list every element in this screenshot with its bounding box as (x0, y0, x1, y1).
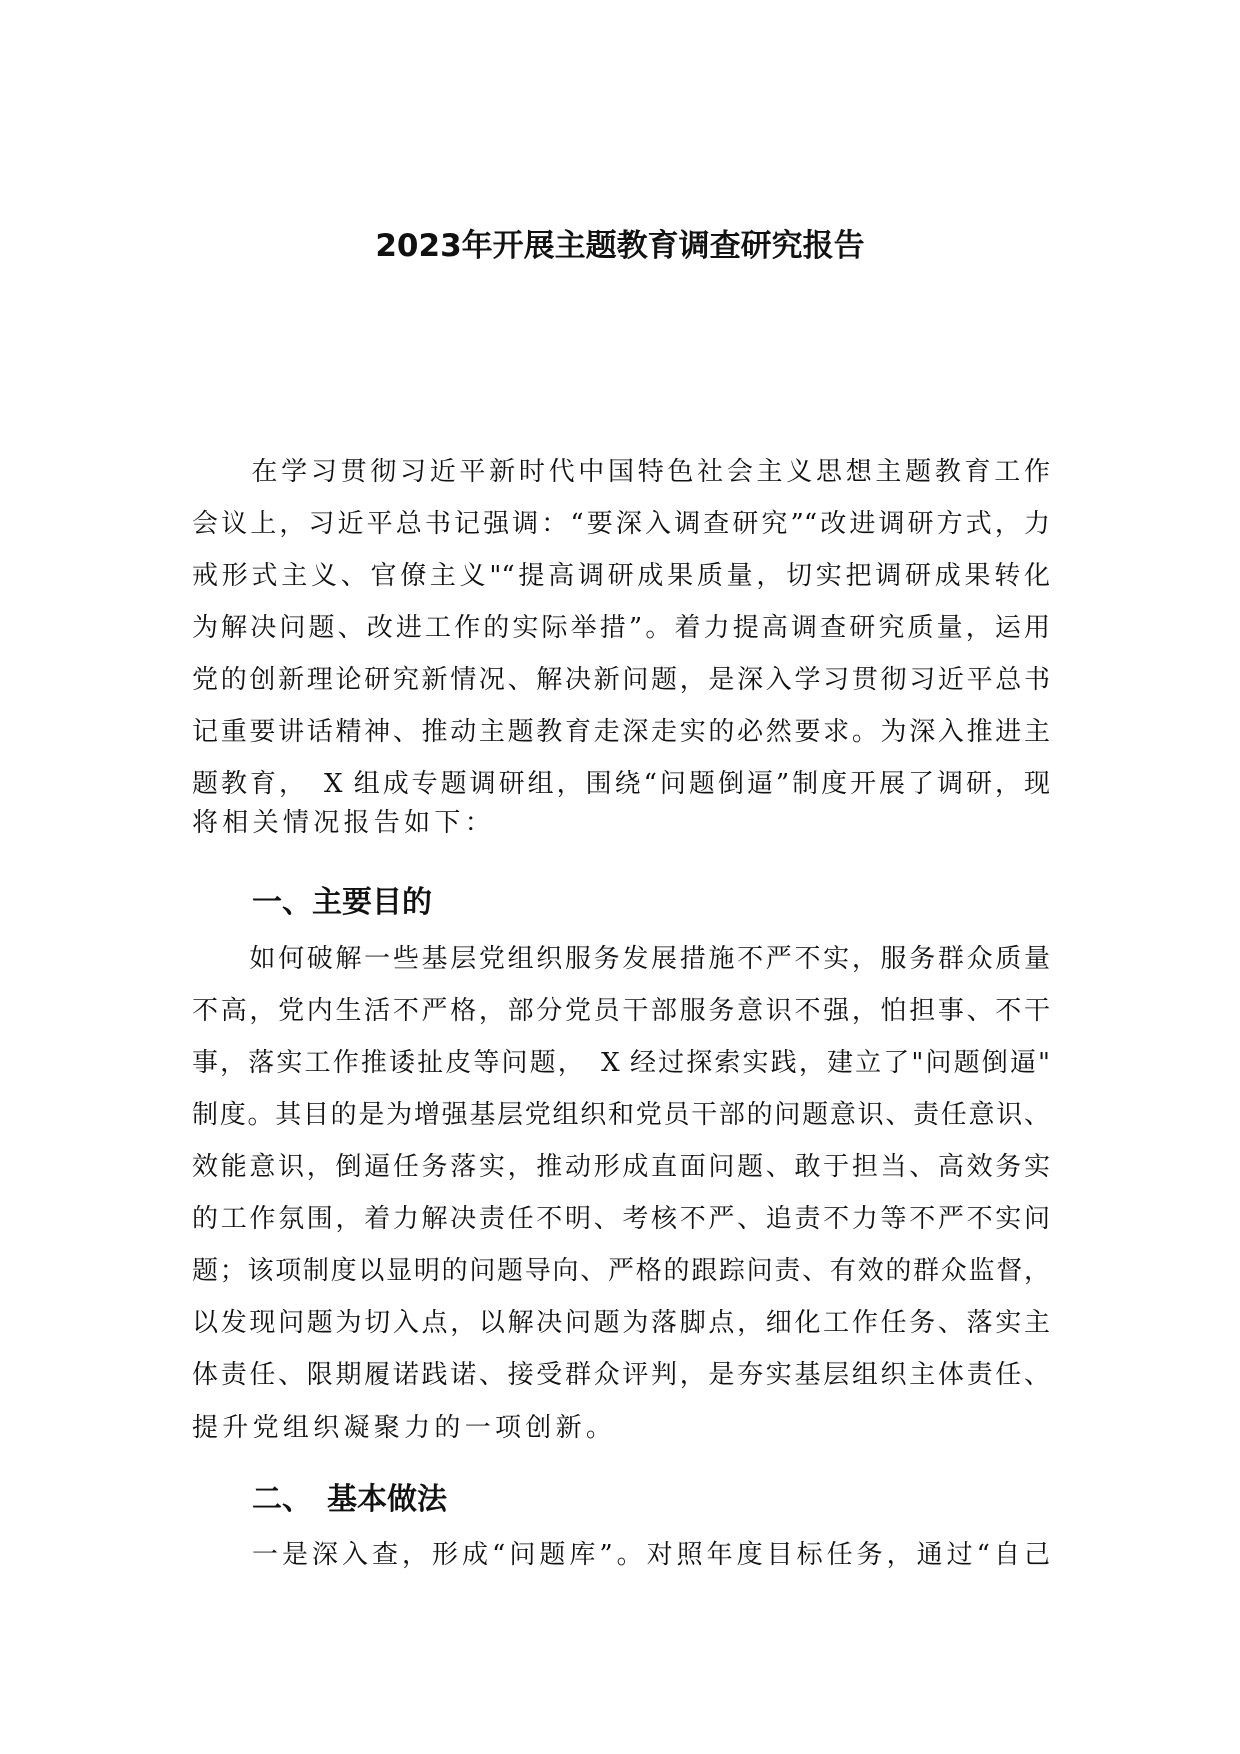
section1-last-line-block (192, 1402, 1050, 1454)
intro-last-line-block (192, 797, 1050, 849)
intro-line: 题教育， X 组成专题调研组，围绕“问题倒逼”制度开展了调研，现 (192, 769, 1050, 799)
section1-line: 效能意识，倒逼任务落实，推动形成直面问题、敢于担当、高效务实 (192, 1152, 1050, 1182)
intro-line: 会议上，习近平总书记强调：“要深入调查研究”“改进调研方式，力 (192, 509, 1050, 539)
section2-paragraph (192, 1529, 1050, 1581)
section2-line: 一是深入查，形成“问题库”。对照年度目标任务，通过“自己 (192, 1540, 1050, 1570)
intro-line: 戒形式主义、官僚主义"“提高调研成果质量，切实把调研成果转化 (192, 561, 1050, 591)
section1-line: 事，落实工作推诿扯皮等问题， X 经过探索实践，建立了"问题倒逼" (192, 1048, 1050, 1078)
section1-line: 以发现问题为切入点，以解决问题为落脚点，细化工作任务、落实主 (192, 1308, 1050, 1338)
intro-last-line: 将相关情况报告如下： (192, 808, 496, 838)
section1-line: 制度。其目的是为增强基层党组织和党员干部的问题意识、责任意识、 (192, 1100, 1050, 1130)
section1-line: 如何破解一些基层党组织服务发展措施不严不实，服务群众质量 (192, 944, 1050, 974)
intro-line: 记重要讲话精神、推动主题教育走深走实的必然要求。为深入推进主 (192, 717, 1050, 747)
section-heading-main-purpose: 一、主要目的 (252, 885, 432, 920)
section1-line: 不高，党内生活不严格，部分党员干部服务意识不强，怕担事、不干 (192, 996, 1050, 1026)
section1-paragraph (192, 933, 1050, 1401)
section1-line: 的工作氛围，着力解决责任不明、考核不严、追责不力等不严不实问 (192, 1204, 1050, 1234)
document-title: 2023年开展主题教育调查研究报告 (375, 228, 865, 264)
section-heading-basic-practices: 二、 基本做法 (252, 1482, 447, 1517)
intro-line: 党的创新理论研究新情况、解决新问题，是深入学习贯彻习近平总书 (192, 665, 1050, 695)
intro-line: 在学习贯彻习近平新时代中国特色社会主义思想主题教育工作 (192, 457, 1050, 487)
section1-line: 题；该项制度以显明的问题导向、严格的跟踪问责、有效的群众监督， (192, 1256, 1050, 1286)
intro-paragraph (192, 446, 1050, 810)
section1-last-line: 提升党组织凝聚力的一项创新。 (192, 1413, 617, 1443)
intro-line: 为解决问题、改进工作的实际举措”。着力提高调查研究质量，运用 (192, 613, 1050, 643)
section1-line: 体责任、限期履诺践诺、接受群众评判，是夯实基层组织主体责任、 (192, 1360, 1050, 1390)
